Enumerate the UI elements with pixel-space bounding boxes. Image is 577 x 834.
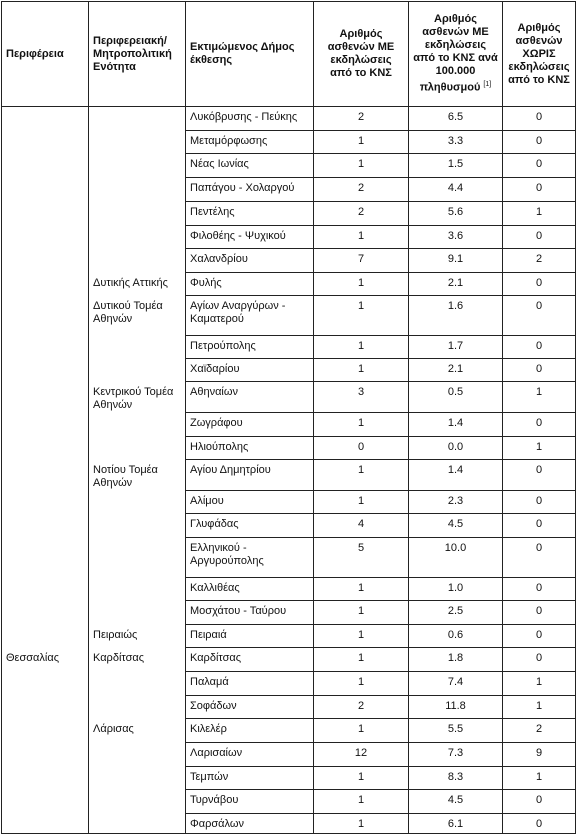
cell-region — [2, 437, 89, 460]
cell-region — [2, 107, 89, 131]
footnote-marker: [1] — [483, 81, 492, 89]
cell-unit — [89, 538, 186, 578]
cell-region — [2, 296, 89, 336]
cell-unit — [89, 767, 186, 790]
cell-without-symptoms: 0 — [503, 491, 576, 514]
cell-municipality: Νέας Ιωνίας — [186, 154, 314, 178]
cell-region — [2, 814, 89, 834]
cell-unit — [89, 226, 186, 249]
cell-region — [2, 273, 89, 296]
cell-per-100k: 1.0 — [409, 578, 503, 601]
cell-unit: Κεντρικού Τομέα Αθηνών — [89, 382, 186, 413]
cell-region — [2, 413, 89, 437]
cell-municipality: Αλίμου — [186, 491, 314, 514]
cell-unit — [89, 336, 186, 359]
cell-region — [2, 226, 89, 249]
header-per-100k — [409, 2, 503, 107]
cell-municipality: Πετρούπολης — [186, 336, 314, 359]
cell-per-100k: 5.5 — [409, 719, 503, 743]
cell-without-symptoms: 1 — [503, 767, 576, 790]
cell-unit — [89, 696, 186, 719]
table-row — [2, 249, 576, 273]
cell-unit — [89, 743, 186, 767]
cell-per-100k: 1.8 — [409, 648, 503, 672]
table-row — [2, 648, 576, 672]
table-row — [2, 226, 576, 249]
cell-per-100k: 1.7 — [409, 336, 503, 359]
table-row — [2, 814, 576, 834]
cell-municipality: Ζωγράφου — [186, 413, 314, 437]
cell-without-symptoms: 0 — [503, 538, 576, 578]
cell-with-symptoms: 0 — [314, 437, 409, 460]
header-municipality: Εκτιμώμενος Δήμος έκθεσης — [186, 2, 314, 107]
cell-municipality: Σοφάδων — [186, 696, 314, 719]
cell-without-symptoms: 2 — [503, 249, 576, 273]
cell-region — [2, 249, 89, 273]
table-body — [2, 107, 576, 834]
table-row — [2, 202, 576, 226]
cell-with-symptoms: 1 — [314, 413, 409, 437]
cell-per-100k: 3.3 — [409, 131, 503, 154]
cell-per-100k: 0.6 — [409, 625, 503, 648]
cell-municipality: Τυρνάβου — [186, 790, 314, 814]
cell-with-symptoms: 2 — [314, 696, 409, 719]
cell-unit — [89, 249, 186, 273]
cell-municipality: Καρδίτσας — [186, 648, 314, 672]
cell-with-symptoms: 1 — [314, 131, 409, 154]
cell-municipality: Καλλιθέας — [186, 578, 314, 601]
cell-per-100k: 1.4 — [409, 460, 503, 491]
cell-region — [2, 719, 89, 743]
cell-unit — [89, 154, 186, 178]
cell-unit: Νοτίου Τομέα Αθηνών — [89, 460, 186, 491]
cell-unit: Λάρισας — [89, 719, 186, 743]
cell-municipality: Γλυφάδας — [186, 514, 314, 538]
cell-without-symptoms: 9 — [503, 743, 576, 767]
cell-with-symptoms: 1 — [314, 460, 409, 491]
table-row — [2, 790, 576, 814]
cell-per-100k: 0.5 — [409, 382, 503, 413]
table-row — [2, 538, 576, 578]
table-row — [2, 178, 576, 202]
cell-per-100k: 1.5 — [409, 154, 503, 178]
table-row — [2, 437, 576, 460]
cell-per-100k: 1.4 — [409, 413, 503, 437]
cell-per-100k: 4.4 — [409, 178, 503, 202]
cell-municipality: Αγίων Αναργύρων - Καματερού — [186, 296, 314, 336]
cell-with-symptoms: 1 — [314, 226, 409, 249]
cell-without-symptoms: 0 — [503, 814, 576, 834]
cell-without-symptoms: 1 — [503, 382, 576, 413]
cell-municipality: Ελληνικού - Αργυρούπολης — [186, 538, 314, 578]
table-row — [2, 767, 576, 790]
cell-without-symptoms: 0 — [503, 131, 576, 154]
cell-region — [2, 491, 89, 514]
cell-municipality: Χαλανδρίου — [186, 249, 314, 273]
cell-with-symptoms: 3 — [314, 382, 409, 413]
cell-without-symptoms: 0 — [503, 625, 576, 648]
cell-per-100k: 6.1 — [409, 814, 503, 834]
cell-per-100k: 6.5 — [409, 107, 503, 131]
cell-region — [2, 336, 89, 359]
cell-municipality: Φιλοθέης - Ψυχικού — [186, 226, 314, 249]
cell-region — [2, 767, 89, 790]
cell-municipality: Κιλελέρ — [186, 719, 314, 743]
cell-without-symptoms: 1 — [503, 202, 576, 226]
cell-without-symptoms: 0 — [503, 648, 576, 672]
cell-region — [2, 359, 89, 382]
cell-unit — [89, 491, 186, 514]
cell-unit — [89, 601, 186, 625]
cell-municipality: Φυλής — [186, 273, 314, 296]
cell-with-symptoms: 1 — [314, 648, 409, 672]
table-row — [2, 296, 576, 336]
cell-per-100k: 2.3 — [409, 491, 503, 514]
cell-with-symptoms: 1 — [314, 359, 409, 382]
cell-without-symptoms: 2 — [503, 719, 576, 743]
cell-without-symptoms: 0 — [503, 107, 576, 131]
cell-without-symptoms: 0 — [503, 514, 576, 538]
cell-with-symptoms: 12 — [314, 743, 409, 767]
cell-municipality: Ηλιούπολης — [186, 437, 314, 460]
cell-region — [2, 743, 89, 767]
cell-unit — [89, 437, 186, 460]
cell-region — [2, 178, 89, 202]
table-row — [2, 743, 576, 767]
cell-per-100k: 4.5 — [409, 514, 503, 538]
cell-per-100k: 2.1 — [409, 359, 503, 382]
cell-per-100k: 7.3 — [409, 743, 503, 767]
cell-without-symptoms: 0 — [503, 578, 576, 601]
table-row — [2, 273, 576, 296]
cell-region — [2, 672, 89, 696]
cell-without-symptoms: 0 — [503, 790, 576, 814]
cell-with-symptoms: 1 — [314, 601, 409, 625]
cell-per-100k: 1.6 — [409, 296, 503, 336]
table-row — [2, 460, 576, 491]
cell-municipality: Μεταμόρφωσης — [186, 131, 314, 154]
cell-without-symptoms: 0 — [503, 413, 576, 437]
cell-per-100k: 11.8 — [409, 696, 503, 719]
table-row — [2, 625, 576, 648]
cases-table — [1, 1, 576, 834]
cell-unit — [89, 578, 186, 601]
cell-region — [2, 696, 89, 719]
cell-region: Θεσσαλίας — [2, 648, 89, 672]
table-row — [2, 696, 576, 719]
cell-municipality: Πεντέλης — [186, 202, 314, 226]
cell-unit — [89, 131, 186, 154]
cell-unit — [89, 178, 186, 202]
cell-municipality: Πειραιά — [186, 625, 314, 648]
cell-region — [2, 790, 89, 814]
table-row — [2, 154, 576, 178]
table-row — [2, 359, 576, 382]
header-with-symptoms: Αριθμός ασθενών ΜΕ εκδηλώσεις από το ΚΝΣ — [314, 2, 409, 107]
header-unit: Περιφερειακή/ Μητροπολιτική Ενότητα — [89, 2, 186, 107]
cell-with-symptoms: 1 — [314, 578, 409, 601]
cell-region — [2, 460, 89, 491]
table-row — [2, 491, 576, 514]
cell-without-symptoms: 1 — [503, 696, 576, 719]
cell-unit — [89, 202, 186, 226]
cell-region — [2, 601, 89, 625]
table-row — [2, 672, 576, 696]
header-per-100k-label: Αριθμός ασθενών ΜΕ εκδηλώσεις από το ΚΝΣ ανά 100.000 πληθυσμού — [413, 13, 498, 94]
cell-unit: Δυτικού Τομέα Αθηνών — [89, 296, 186, 336]
table-row — [2, 131, 576, 154]
cell-with-symptoms: 2 — [314, 107, 409, 131]
cell-unit — [89, 790, 186, 814]
cell-municipality: Αγίου Δημητρίου — [186, 460, 314, 491]
table-row — [2, 719, 576, 743]
cell-per-100k: 5.6 — [409, 202, 503, 226]
cell-region — [2, 154, 89, 178]
cell-unit — [89, 359, 186, 382]
table-row — [2, 336, 576, 359]
cell-region — [2, 382, 89, 413]
cell-per-100k: 2.1 — [409, 273, 503, 296]
header-region: Περιφέρεια — [2, 2, 89, 107]
cell-without-symptoms: 0 — [503, 273, 576, 296]
table-row — [2, 578, 576, 601]
cell-per-100k: 2.5 — [409, 601, 503, 625]
cell-with-symptoms: 5 — [314, 538, 409, 578]
cell-unit: Δυτικής Αττικής — [89, 273, 186, 296]
cell-unit — [89, 814, 186, 834]
cell-per-100k: 3.6 — [409, 226, 503, 249]
cell-with-symptoms: 1 — [314, 767, 409, 790]
cell-with-symptoms: 1 — [314, 491, 409, 514]
table-row — [2, 382, 576, 413]
cell-municipality: Τεμπών — [186, 767, 314, 790]
cell-without-symptoms: 0 — [503, 154, 576, 178]
cell-municipality: Μοσχάτου - Ταύρου — [186, 601, 314, 625]
cell-with-symptoms: 1 — [314, 296, 409, 336]
cell-per-100k: 9.1 — [409, 249, 503, 273]
cell-with-symptoms: 1 — [314, 273, 409, 296]
header-without-symptoms: Αριθμός ασθενών ΧΩΡΙΣ εκδηλώσεις από το ΚΝΣ — [503, 2, 576, 107]
cell-without-symptoms: 0 — [503, 601, 576, 625]
cell-region — [2, 625, 89, 648]
cell-with-symptoms: 1 — [314, 625, 409, 648]
cell-unit: Πειραιώς — [89, 625, 186, 648]
cell-with-symptoms: 1 — [314, 672, 409, 696]
cell-unit — [89, 514, 186, 538]
cell-region — [2, 578, 89, 601]
cell-per-100k: 7.4 — [409, 672, 503, 696]
cell-unit: Καρδίτσας — [89, 648, 186, 672]
cell-without-symptoms: 1 — [503, 672, 576, 696]
cell-region — [2, 538, 89, 578]
cell-region — [2, 131, 89, 154]
table-row — [2, 413, 576, 437]
cell-without-symptoms: 0 — [503, 226, 576, 249]
table-row — [2, 107, 576, 131]
table-row — [2, 514, 576, 538]
cell-per-100k: 4.5 — [409, 790, 503, 814]
cell-municipality: Παπάγου - Χολαργού — [186, 178, 314, 202]
cell-unit — [89, 672, 186, 696]
cell-without-symptoms: 1 — [503, 437, 576, 460]
cell-without-symptoms: 0 — [503, 460, 576, 491]
cell-with-symptoms: 1 — [314, 719, 409, 743]
header-row — [2, 2, 576, 107]
cell-municipality: Χαϊδαρίου — [186, 359, 314, 382]
cell-unit — [89, 413, 186, 437]
cell-municipality: Φαρσάλων — [186, 814, 314, 834]
cell-municipality: Λαρισαίων — [186, 743, 314, 767]
cell-without-symptoms: 0 — [503, 336, 576, 359]
cell-without-symptoms: 0 — [503, 296, 576, 336]
cell-with-symptoms: 2 — [314, 202, 409, 226]
cell-with-symptoms: 2 — [314, 178, 409, 202]
cell-municipality: Αθηναίων — [186, 382, 314, 413]
cell-without-symptoms: 0 — [503, 359, 576, 382]
cell-per-100k: 8.3 — [409, 767, 503, 790]
cell-with-symptoms: 4 — [314, 514, 409, 538]
table-row — [2, 601, 576, 625]
cell-per-100k: 10.0 — [409, 538, 503, 578]
cell-municipality: Παλαμά — [186, 672, 314, 696]
cell-municipality: Λυκόβρυσης - Πεύκης — [186, 107, 314, 131]
cell-unit — [89, 107, 186, 131]
cell-region — [2, 202, 89, 226]
cell-with-symptoms: 7 — [314, 249, 409, 273]
cell-region — [2, 514, 89, 538]
cell-with-symptoms: 1 — [314, 814, 409, 834]
cell-per-100k: 0.0 — [409, 437, 503, 460]
cell-without-symptoms: 0 — [503, 178, 576, 202]
cell-with-symptoms: 1 — [314, 790, 409, 814]
cell-with-symptoms: 1 — [314, 154, 409, 178]
cell-with-symptoms: 1 — [314, 336, 409, 359]
